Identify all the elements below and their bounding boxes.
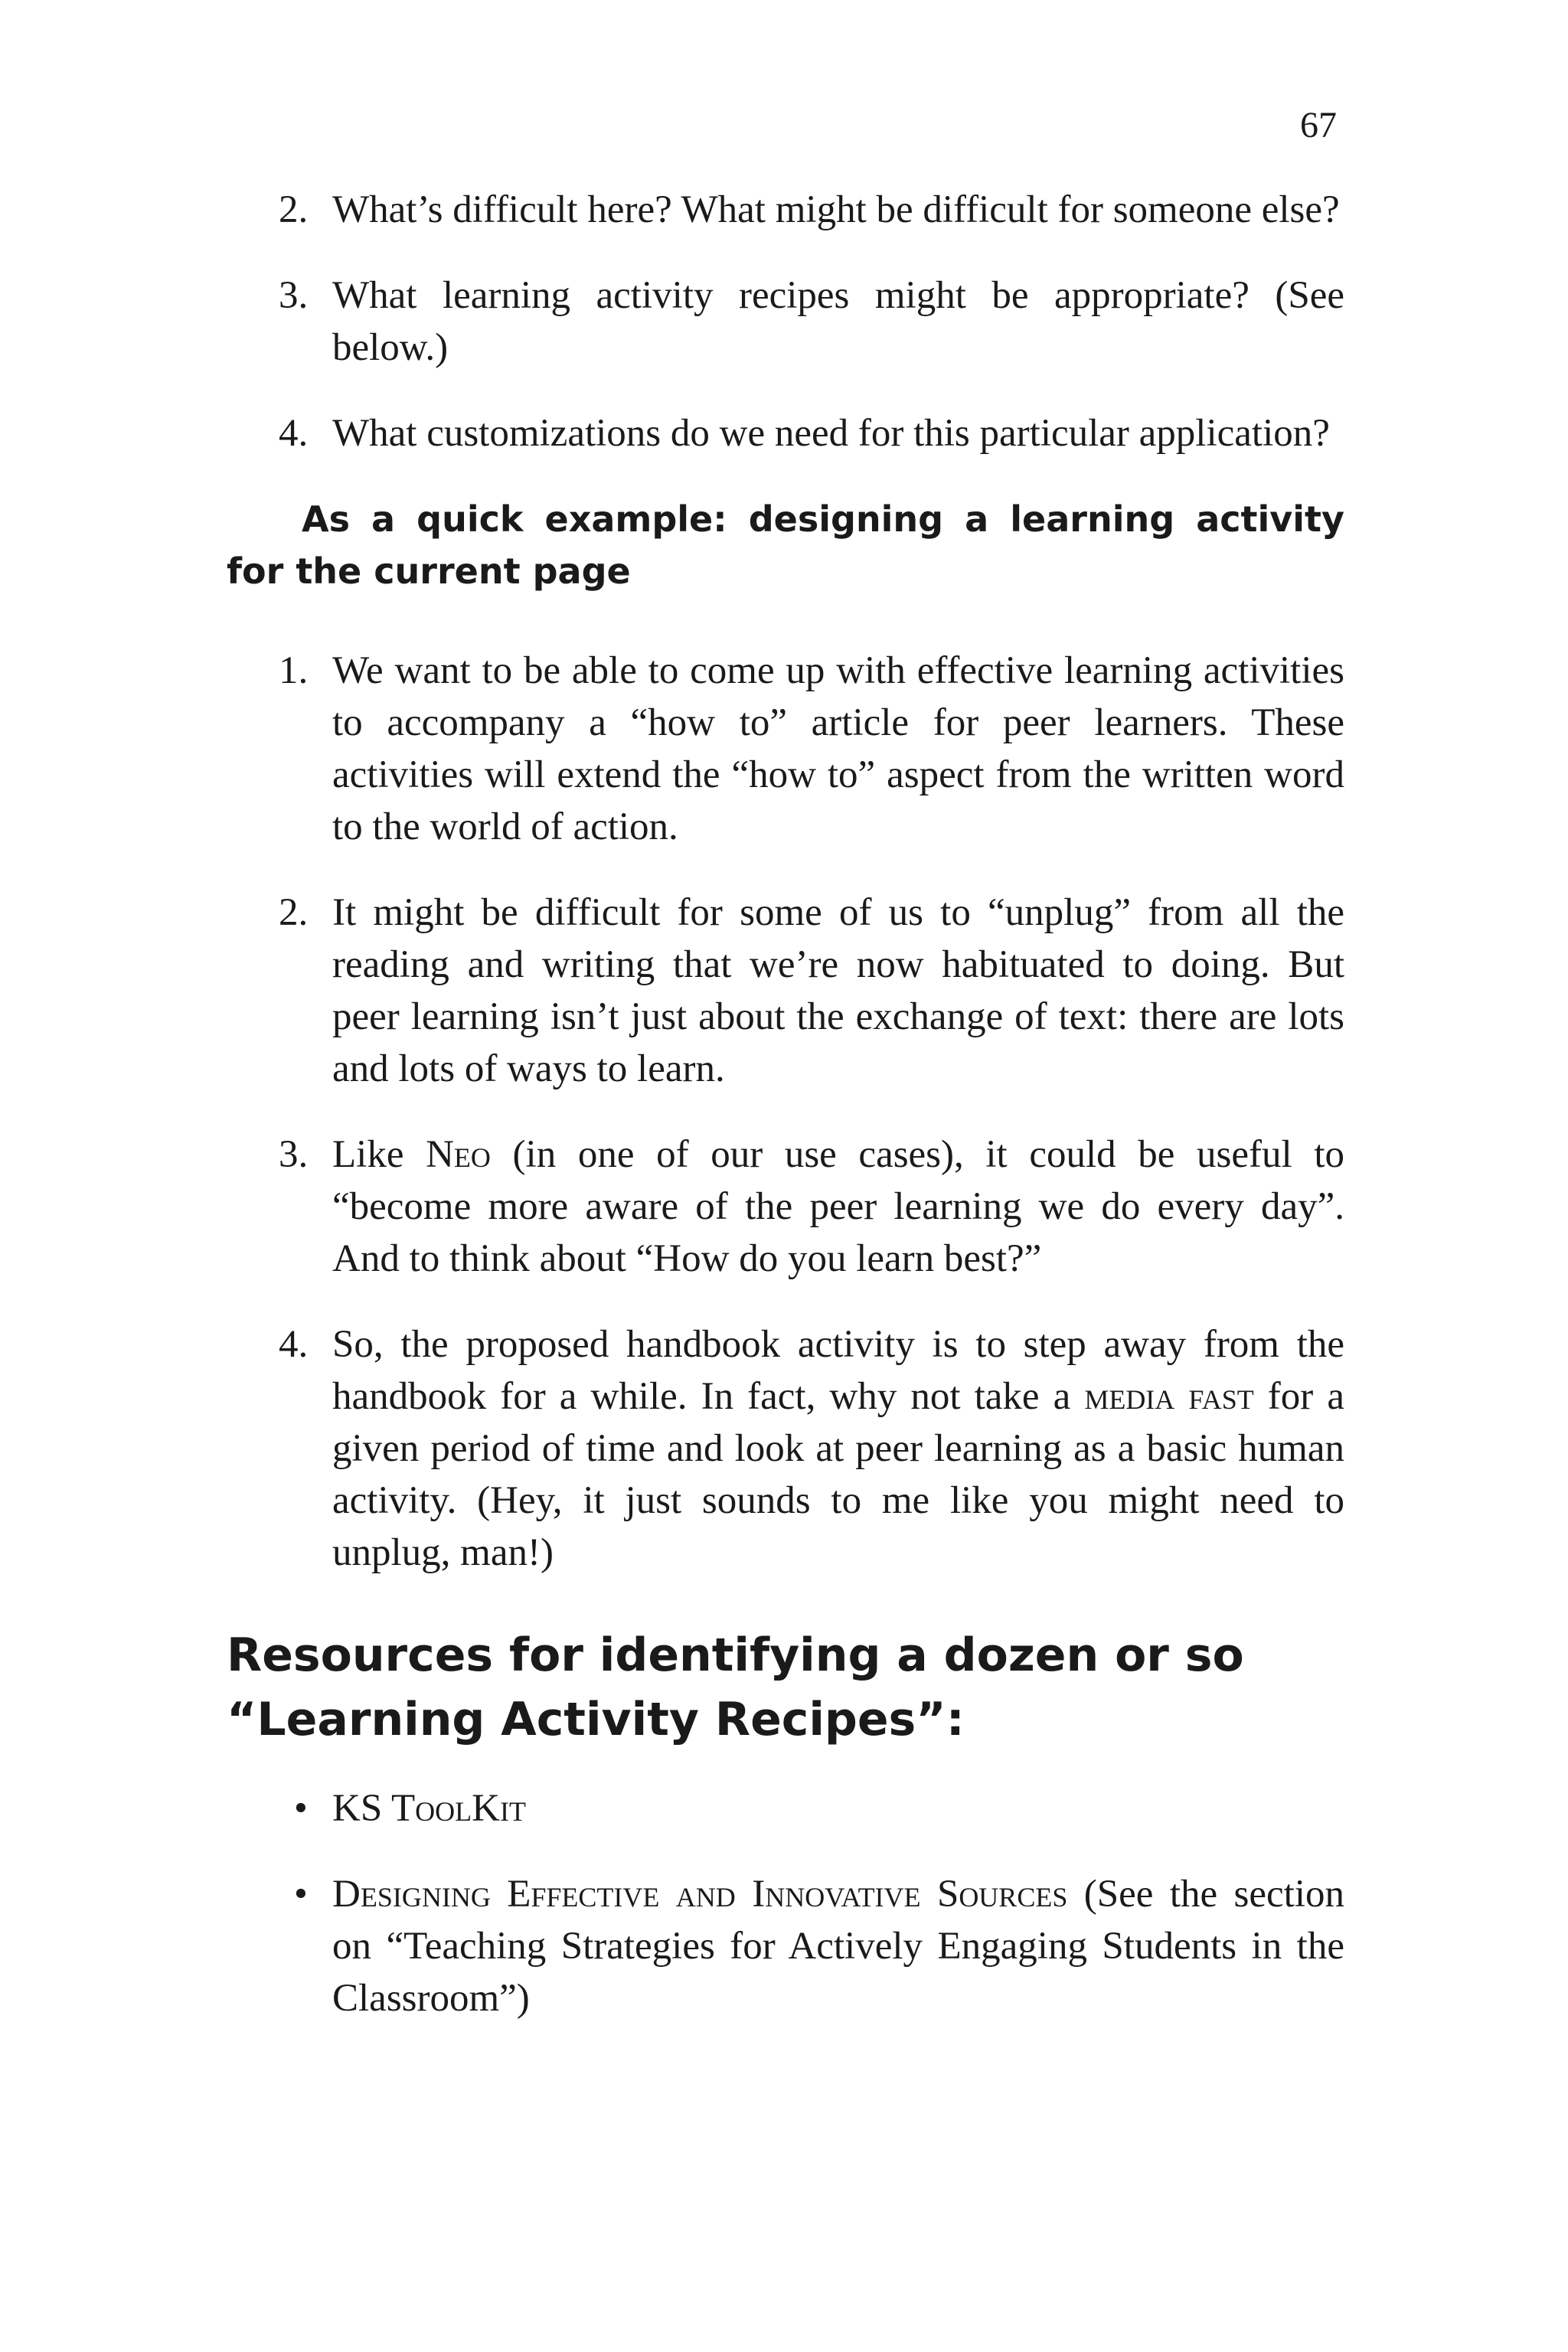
list-item-text-start: So, the proposed handbook activity is to step away from the handbook for a while. In fact, why not take a (332, 1323, 1344, 1418)
list-item (227, 645, 1344, 853)
list-item-text: It might be difficult for some of us to “unplug” from all the reading and writing that we’re now habituated to doing. But peer learning isn’t just about the exchange of text: there are lots and lots of ways to learn. (332, 891, 1344, 1090)
resources-heading: Resources for identifying a dozen or so “Learning Activity Recipes”: (227, 1628, 1244, 1746)
list-item-text-start: Like (332, 1133, 426, 1176)
list-item (227, 1868, 1344, 2024)
list-item-text: What learning activity recipes might be appropriate? (See below.) (332, 274, 1344, 369)
list-item-number: 4. (279, 412, 309, 455)
list-item-number: 2. (279, 891, 309, 934)
list-item-number: 3. (279, 274, 309, 317)
list-item-number: 1. (279, 649, 309, 692)
list-item-text-end: (See the section on “Teaching Strategies for Actively Engaging Students in the Classroom”) (332, 1873, 1344, 2020)
list-item-text: What customizations do we need for this particular application? (332, 412, 1330, 455)
list-item-text-end: for a given period of time and look at peer learning as a basic human activity. (Hey, it just sounds to me like you might need to unplug, man!) (332, 1375, 1344, 1574)
list-item (227, 1129, 1344, 1285)
example-list (227, 645, 1344, 1579)
list-item (227, 1318, 1344, 1579)
page-content (227, 184, 1344, 2058)
list-item (227, 887, 1344, 1095)
list-item-text: What’s difficult here? What might be difficult for someone else? (332, 188, 1340, 231)
list-item-number: 3. (279, 1133, 309, 1176)
list-item (227, 270, 1344, 374)
list-item (227, 1782, 1344, 1834)
list-item (227, 407, 1344, 459)
design-questions-list (227, 184, 1344, 459)
resources-list (227, 1782, 1344, 2024)
list-item-text: We want to be able to come up with effective learning activities to accompany a “how to” article for peer learners. These activities will extend the “how to” aspect from the written word to the world of action. (332, 649, 1344, 848)
list-item (227, 184, 1344, 236)
resource-link-ks-toolkit[interactable]: KS ToolKit (332, 1787, 526, 1830)
bullet-icon: • (294, 1873, 308, 1916)
resource-link-designing-effective[interactable]: Designing Effective and Innovative Sources (332, 1873, 1068, 1916)
page-number: 67 (1300, 105, 1337, 145)
list-item-number: 4. (279, 1323, 309, 1366)
list-item-text-end: (in one of our use cases), it could be useful to “become more aware of the peer learning we do every day”. And to think about “How do you learn best?” (332, 1133, 1344, 1280)
media-fast-term: media fast (1084, 1375, 1254, 1418)
example-heading: As a quick example: designing a learning activity for the current page (227, 498, 1344, 592)
use-case-name: Neo (426, 1133, 491, 1176)
list-item-number: 2. (279, 188, 309, 231)
bullet-icon: • (294, 1787, 308, 1830)
